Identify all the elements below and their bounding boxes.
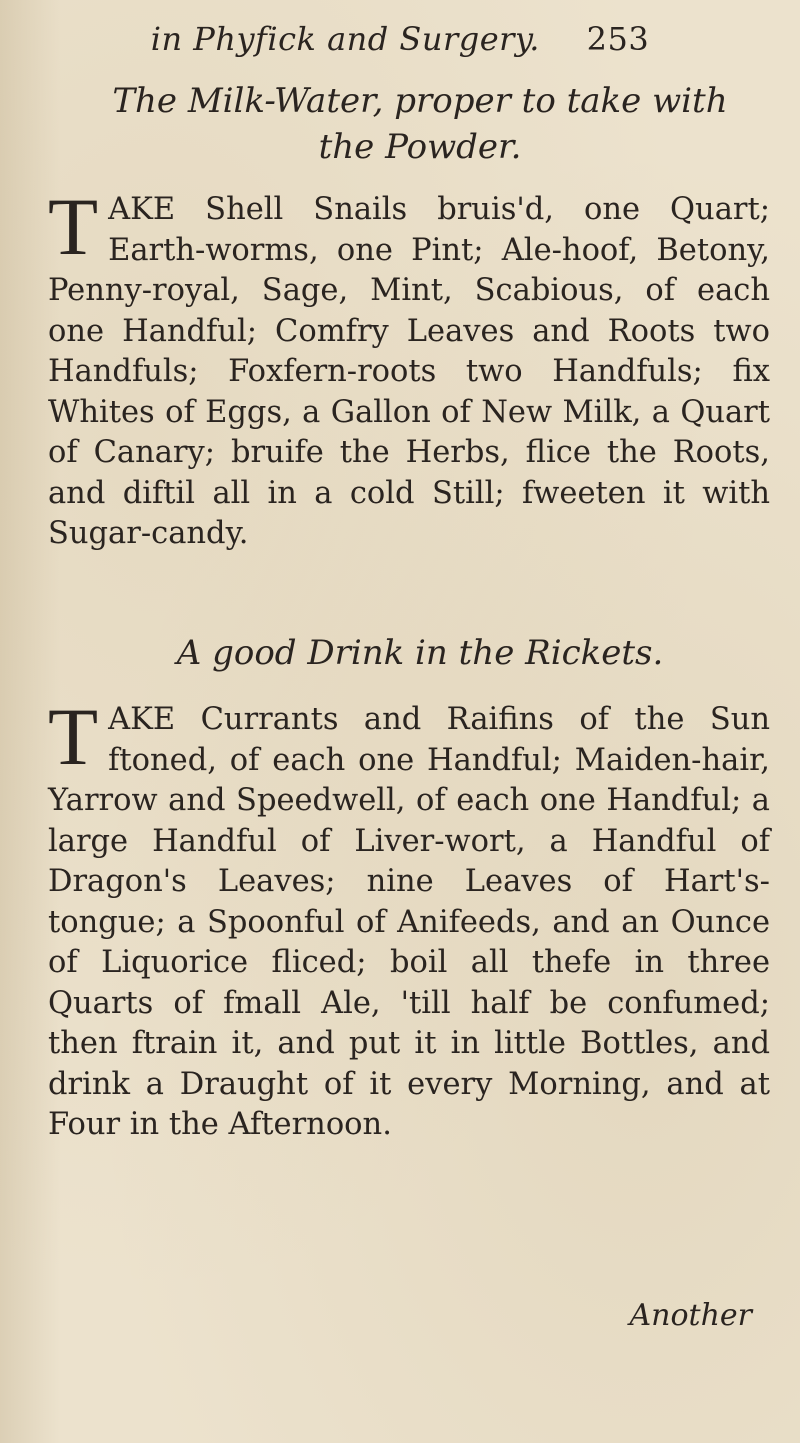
recipe-text: AKE Shell Snails bruis'd, one Quart; Earth-worms, one Pint; Ale-hoof, Betony, Penny-royal, Sage, Mint, Scabious, of each one Handful; Comfry Leaves and Roots two Handfuls; Foxfern-roots two Handfuls; fix Whites of Eggs, a Gallon of New Milk, a Quart of Canary; bruife the Herbs, flice the Roots, and diftil all in a cold Still; fweeten it with Sugar-candy. (48, 192, 770, 551)
recipe-rickets (48, 691, 770, 1146)
recipe-milk-water (48, 181, 770, 555)
catchword: Another (629, 1298, 752, 1333)
recipe-text: AKE Currants and Raifins of the Sun ftoned, of each one Handful; Maiden-hair, Yarrow and Speedwell, of each one Handful; a large Handful of Liver-wort, a Handful of Dragon's Leaves; nine Leaves of Hart's-tongue; a Spoonful of Anifeeds, and an Ounce of Liquorice fliced; boil all thefe in three Quarts of fmall Ale, 'till half be confumed; then ftrain it, and put it in little Bottles, and drink a Draught of it every Morning, and at Four in the Afternoon. (48, 702, 770, 1142)
running-title: in Phyfick and Surgery. (150, 20, 540, 58)
running-head (0, 20, 800, 58)
page-number: 253 (586, 20, 650, 58)
section-title-line1: The Milk-Water, proper to take with (112, 81, 728, 121)
section-title-rickets (80, 630, 760, 676)
section-title-milk-water (80, 78, 760, 170)
section-title-line2: the Powder. (318, 127, 522, 167)
dropcap: T (48, 181, 99, 272)
dropcap: T (48, 691, 99, 782)
section-title-line1: A good Drink in the Rickets. (176, 633, 664, 673)
